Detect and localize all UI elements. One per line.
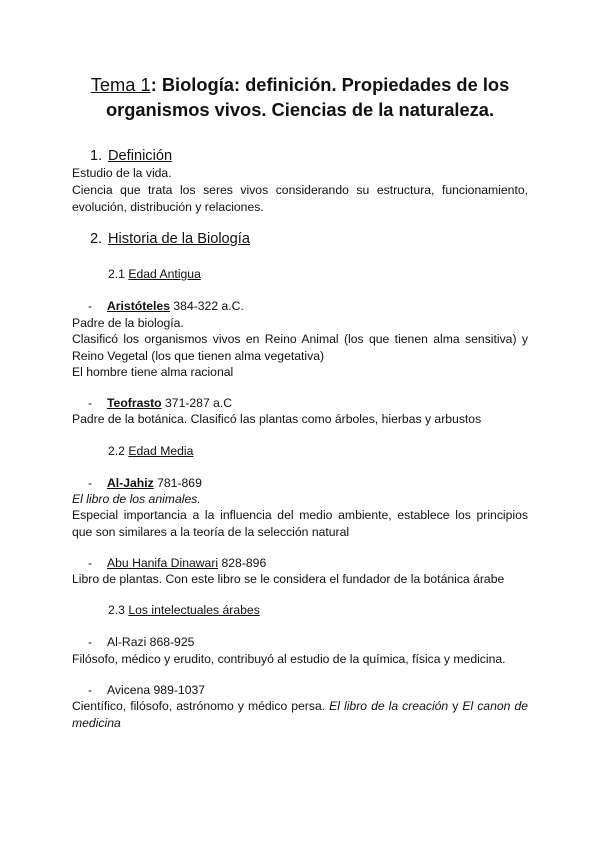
bullet-dash: - <box>88 476 93 490</box>
title-line2: organismos vivos. Ciencias de la naturaleza. <box>105 99 495 120</box>
al-razi-line-1: Filósofo, médico y erudito, contribuyó al estudio de la química, física y medicina. <box>72 652 506 666</box>
subsection-2-1-title: Edad Antigua <box>128 267 201 281</box>
avicena-book-2: El canon de medicina <box>72 699 528 730</box>
bullet-al-jahiz <box>72 475 528 492</box>
bullet-dash: - <box>88 396 93 410</box>
definition-line-2: Ciencia que trata los seres vivos considerando su estructura, funcionamiento, evolución, distribución y relaciones. <box>72 183 528 214</box>
al-jahiz-line-2: Especial importancia a la influencia del medio ambiente, establece los principios que son similares a la teoría de la selección natural <box>72 508 528 539</box>
bullet-dash: - <box>88 635 93 649</box>
title-rest-line1: : Biología: definición. Propiedades de los <box>150 74 510 95</box>
aristoteles-line-1: Padre de la biología. <box>72 316 184 330</box>
section-1-title: Definición <box>108 148 173 164</box>
bullet-al-razi <box>72 634 528 651</box>
section-1-heading <box>72 147 528 165</box>
subsection-2-1-heading <box>108 266 564 283</box>
bullet-teofrasto <box>72 395 528 412</box>
bullet-name: Teofrasto <box>107 396 162 410</box>
bullet-dates: 828-896 <box>218 556 267 570</box>
bullet-dates: 371-287 a.C <box>161 396 233 410</box>
section-2-number: 2. <box>90 231 103 247</box>
section-2-title: Historia de la Biología <box>108 231 250 247</box>
bullet-aristoteles <box>72 298 528 315</box>
bullet-name: Avicena 989-1037 <box>107 683 206 697</box>
subsection-2-1-number: 2.1 <box>108 267 125 281</box>
aristoteles-line-3: El hombre tiene alma racional <box>72 365 234 379</box>
subsection-2-2-heading <box>108 443 564 460</box>
bullet-dates: 781-869 <box>153 476 202 490</box>
title-tema: Tema 1 <box>90 74 151 95</box>
subsection-2-3-heading <box>108 602 564 619</box>
bullet-dash: - <box>88 299 93 313</box>
al-jahiz-line-1: El libro de los animales. <box>72 492 201 506</box>
avicena-text: Científico, filósofo, astrónomo y médico persa. <box>72 699 330 713</box>
subsection-2-3-title: Los intelectuales árabes <box>128 603 260 617</box>
teofrasto-line-1: Padre de la botánica. Clasificó las plantas como árboles, hierbas y arbustos <box>72 412 482 426</box>
page-title <box>72 72 528 122</box>
section-2-heading <box>72 230 528 248</box>
section-1-number: 1. <box>90 148 103 164</box>
subsection-2-2-number: 2.2 <box>108 444 125 458</box>
avicena-conjunction: y <box>448 699 463 713</box>
bullet-abu-hanifa <box>72 555 528 572</box>
bullet-name: Al-Razi 868-925 <box>107 635 195 649</box>
subsection-2-2-title: Edad Media <box>128 444 194 458</box>
bullet-name: Abu Hanifa Dinawari <box>107 556 219 570</box>
bullet-avicena <box>72 682 528 699</box>
subsection-2-3-number: 2.3 <box>108 603 125 617</box>
bullet-dates: 384-322 a.C. <box>170 299 244 313</box>
aristoteles-line-2: Clasificó los organismos vivos en Reino Animal (los que tienen alma sensitiva) y Reino Vegetal (los que tienen alma vegetativa) <box>72 332 528 363</box>
bullet-name: Al-Jahiz <box>107 476 154 490</box>
bullet-name: Aristóteles <box>107 299 170 313</box>
bullet-dash: - <box>88 556 93 570</box>
avicena-book-1: El libro de la creación <box>329 699 449 713</box>
abu-hanifa-line-1: Libro de plantas. Con este libro se le considera el fundador de la botánica árabe <box>72 572 505 586</box>
bullet-dash: - <box>88 683 93 697</box>
definition-line-1: Estudio de la vida. <box>72 166 172 180</box>
avicena-line-1 <box>72 698 528 731</box>
